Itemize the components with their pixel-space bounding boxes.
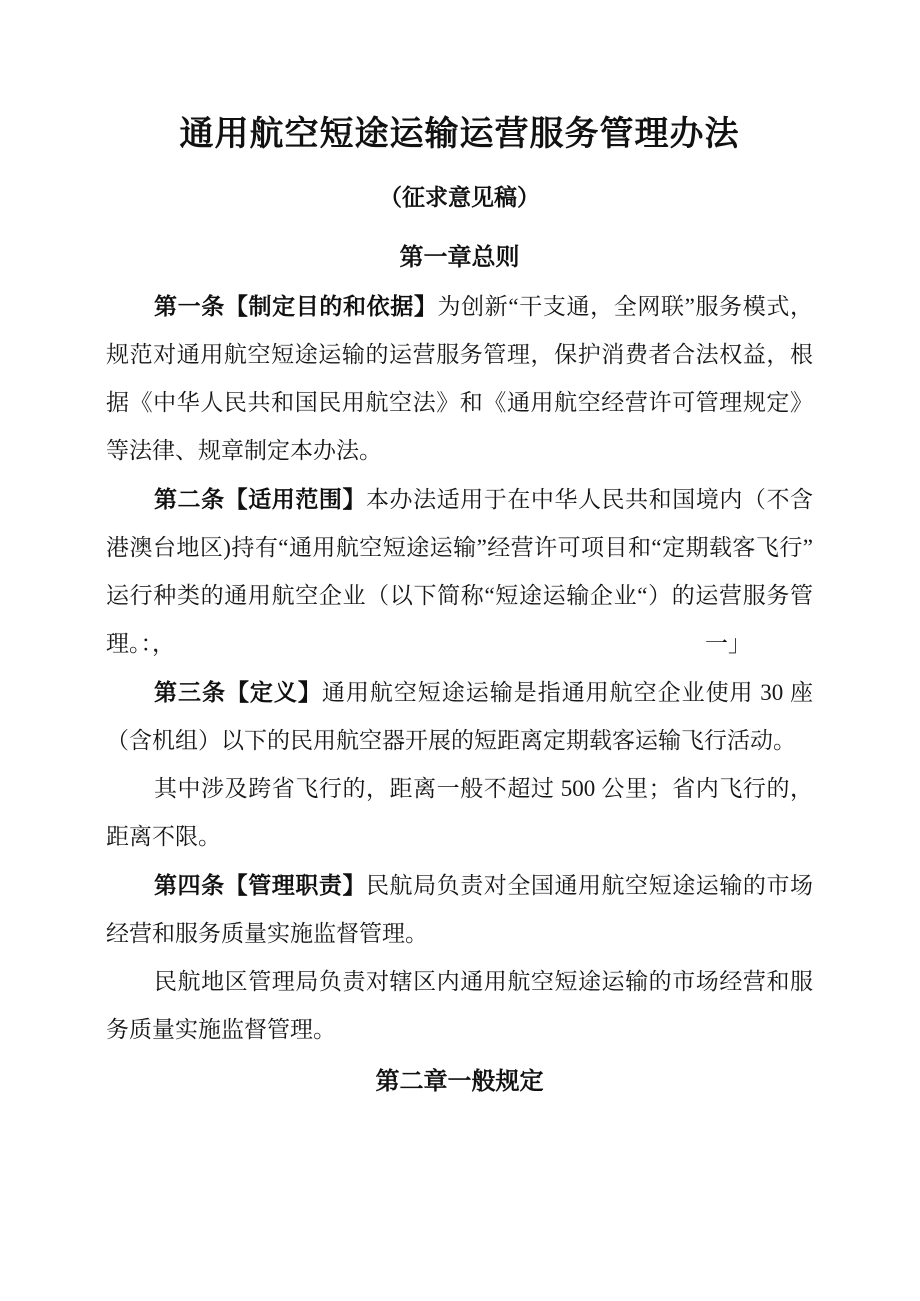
chapter-2-heading: 第二章一般规定	[375, 1068, 544, 1095]
document-subtitle: （征求意见稿）	[379, 184, 540, 210]
article-4-lead: 第四条【管理职责】	[154, 872, 366, 898]
article-1-text: 为创新“干支通，全网联”服务模式，规范对通用航空短途运输的运营服务管理，保护消费者合法权益，根据《中华人民共和国民用航空法》和《通用航空经营许可管理规定》等法律、规章制定本办法。	[106, 294, 814, 463]
article-4-continuation-paragraph	[106, 958, 813, 1054]
article-4-paragraph	[106, 861, 813, 958]
article-4-text: 民航局负责对全国通用航空短途运输的市场经营和服务质量实施监督管理。	[106, 873, 814, 946]
article-2-lead: 第二条【适用范围】	[154, 486, 366, 512]
article-1-paragraph	[106, 282, 813, 475]
scan-artifact-mark: 一」	[705, 631, 751, 656]
article-3-continuation-paragraph	[106, 765, 813, 861]
article-2-paragraph	[106, 475, 813, 668]
chapter-1-heading: 第一章总则	[399, 244, 520, 271]
article-3-text: 通用航空短途运输是指通用航空企业使用 30 座（含机组）以下的民用航空器开展的短距离定期载客运输飞行活动。	[106, 680, 814, 753]
document-title: 通用航空短途运输运营服务管理办法	[179, 115, 740, 153]
article-4-continuation-text: 民航地区管理局负责对辖区内通用航空短途运输的市场经营和服务质量实施监督管理。	[106, 969, 813, 1042]
article-2-text: 本办法适用于在中华人民共和国境内（不含港澳台地区)持有“通用航空短途运输”经营许可项目和“定期载客飞行”运行种类的通用航空企业（以下简称“短途运输企业“）的运营服务管理。：，	[106, 487, 814, 656]
document-body	[106, 282, 813, 1054]
article-3-continuation-text: 其中涉及跨省飞行的，距离一般不超过 500 公里；省内飞行的，距离不限。	[106, 776, 813, 849]
article-3-lead: 第三条【定义】	[154, 679, 322, 705]
article-1-lead: 第一条【制定目的和依据】	[154, 293, 438, 319]
article-3-paragraph	[106, 668, 813, 765]
